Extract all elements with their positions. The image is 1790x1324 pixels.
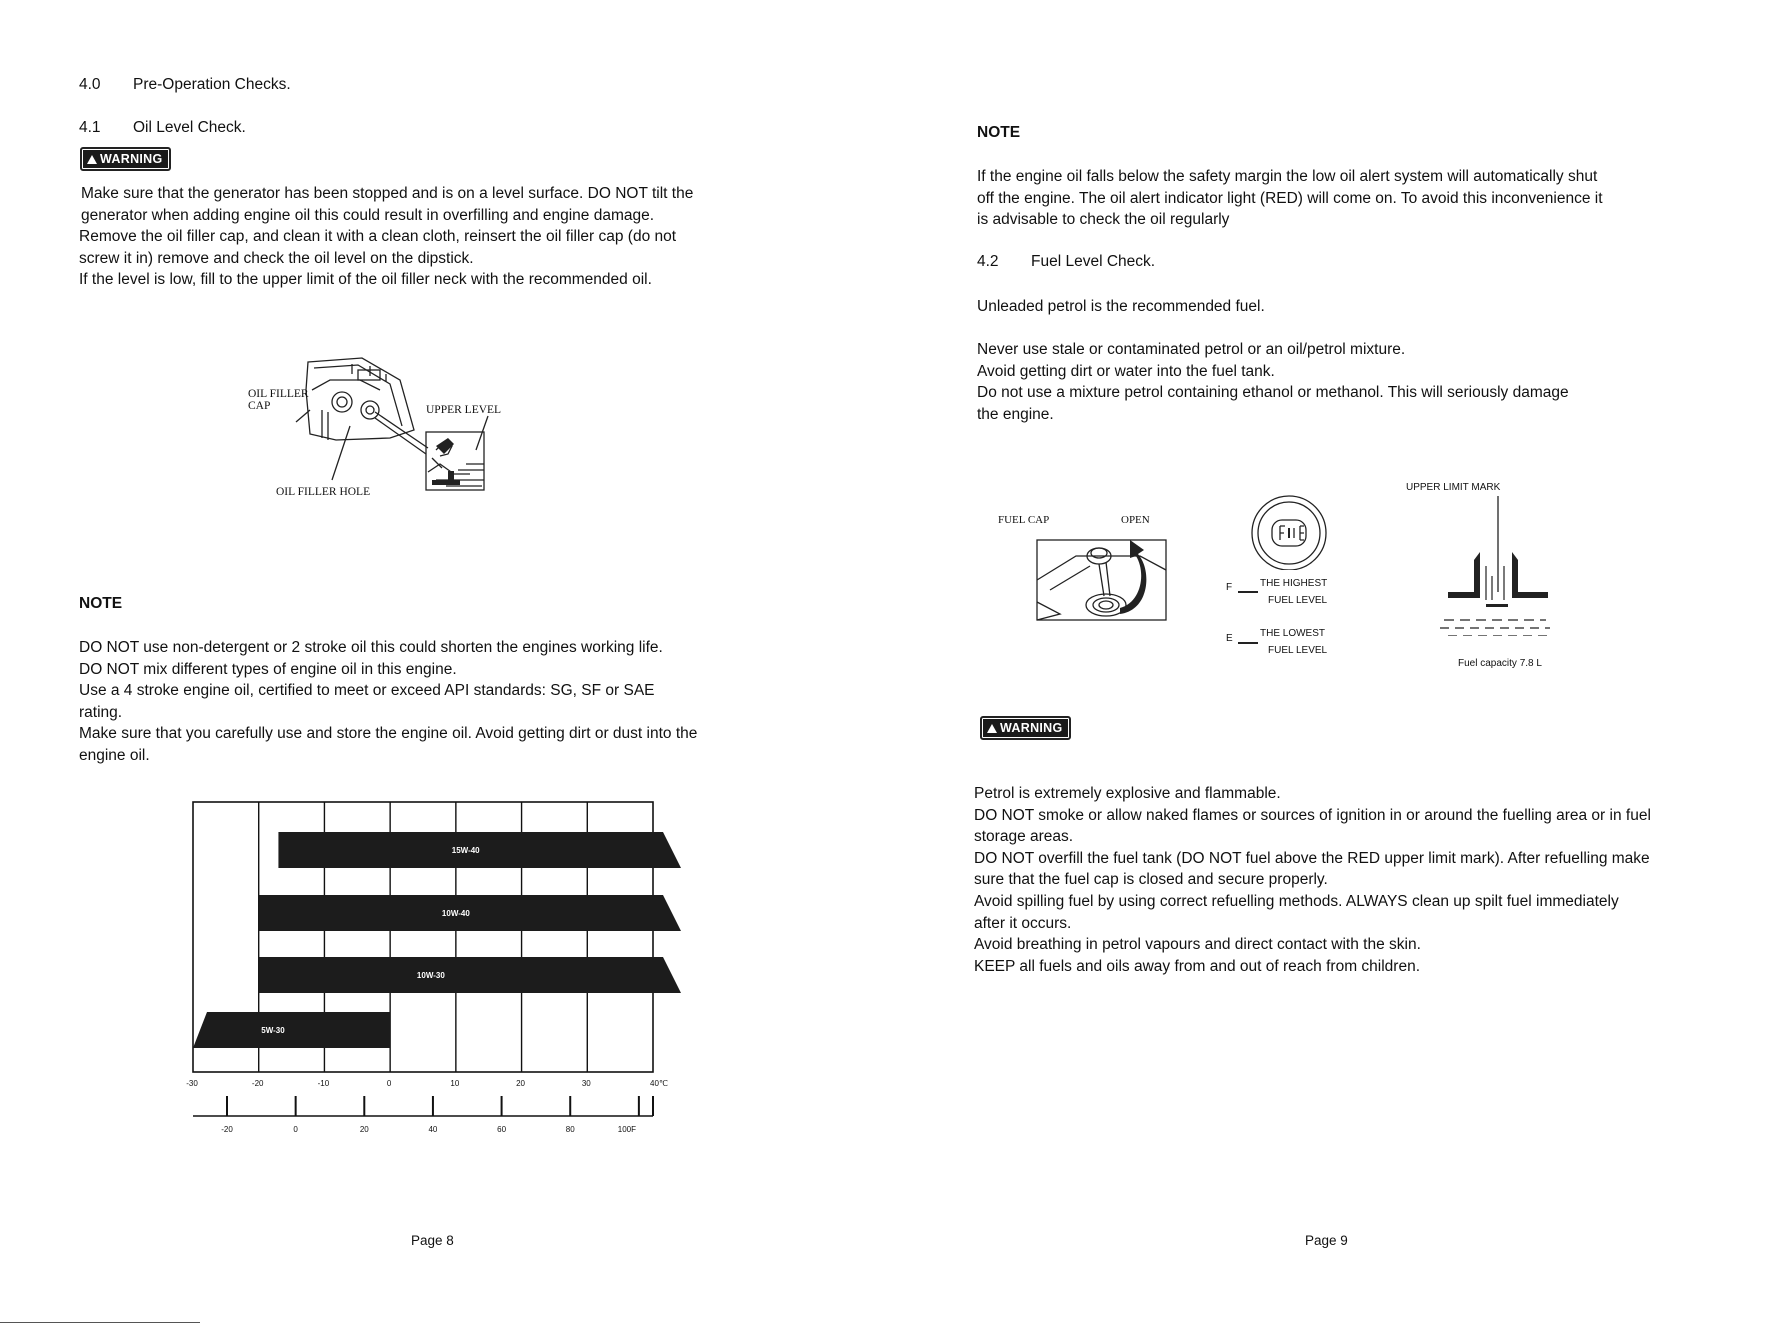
chart-bar <box>259 957 681 993</box>
note-line: rating. <box>79 703 123 721</box>
oil-note-list <box>79 637 697 767</box>
fahrenheit-tick-label: -20 <box>221 1125 233 1134</box>
celsius-axis <box>186 1079 668 1088</box>
subsection-number-right: 4.2 <box>977 253 999 270</box>
subsection-title-right: Fuel Level Check. <box>1031 253 1156 270</box>
section-title: Pre-Operation Checks. <box>133 76 291 93</box>
fuel-gauge-drawing <box>1220 490 1340 570</box>
scan-edge-line <box>0 1322 200 1323</box>
upper-limit-label: UPPER LIMIT MARK <box>1406 482 1501 493</box>
paragraph-line: screw it in) remove and check the oil level on the dipstick. <box>79 249 474 267</box>
highest-level-line <box>1238 591 1258 593</box>
fahrenheit-tick-label: 0 <box>293 1125 298 1134</box>
oil-filler-cap-label: OIL FILLER <box>248 388 309 400</box>
warning-line: KEEP all fuels and oils away from and out of reach from children. <box>974 957 1420 975</box>
fahrenheit-tick-label: 60 <box>497 1125 507 1134</box>
chart-bar-label: 10W-30 <box>416 971 445 980</box>
celsius-tick-label: -30 <box>186 1079 198 1088</box>
oil-alert-note <box>977 166 1603 231</box>
note-line: is advisable to check the oil regularly <box>977 211 1230 229</box>
upper-limit-illustration <box>1400 482 1580 672</box>
fuel-line: Never use stale or contaminated petrol or an oil/petrol mixture. <box>977 341 1406 358</box>
fuel-line: the engine. <box>977 405 1054 423</box>
fuel-line: Do not use a mixture petrol containing ethanol or methanol. This will seriously damage <box>977 384 1569 402</box>
fahrenheit-axis <box>193 1096 653 1134</box>
note-line: DO NOT use non-detergent or 2 stroke oil this could shorten the engines working life. <box>79 639 663 656</box>
page-number-left: Page 8 <box>411 1233 454 1248</box>
chart-bar-label: 10W-40 <box>441 909 470 918</box>
celsius-tick-label: 10 <box>450 1079 460 1088</box>
warning-line: Petrol is extremely explosive and flammable. <box>974 785 1281 802</box>
subsection-number: 4.1 <box>79 119 101 136</box>
f-marker: F <box>1226 582 1233 593</box>
petrol-warning-list <box>974 783 1651 977</box>
warning-line: after it occurs. <box>974 914 1072 932</box>
highest-level-label: THE HIGHEST <box>1260 578 1328 589</box>
fuel-cap-label: FUEL CAP <box>998 514 1050 526</box>
note-line: off the engine. The oil alert indicator light (RED) will come on. To avoid this inconvenience it <box>977 189 1603 207</box>
lowest-level-line <box>1238 642 1258 644</box>
lowest-level-label-2: FUEL LEVEL <box>1268 645 1328 656</box>
celsius-tick-label: 0 <box>386 1079 392 1088</box>
chart-bar <box>193 1012 390 1048</box>
fahrenheit-tick-label: 40 <box>428 1125 438 1134</box>
note-line: DO NOT mix different types of engine oil in this engine. <box>79 660 457 678</box>
note-line: engine oil. <box>79 746 150 764</box>
celsius-tick-label: 40℃ <box>650 1079 668 1088</box>
warning-line: storage areas. <box>974 828 1074 846</box>
fahrenheit-tick-label: 80 <box>565 1125 575 1134</box>
warning-line: DO NOT smoke or allow naked flames or sources of ignition in or around the fuelling area or in fuel <box>974 806 1651 824</box>
fahrenheit-tick-label: 100F <box>617 1125 636 1134</box>
oil-viscosity-chart <box>170 790 690 1140</box>
chart-bar-label: 5W-30 <box>261 1026 285 1035</box>
warning-label: WARNING <box>100 152 163 166</box>
chart-bar <box>278 832 681 868</box>
oil-check-paragraph <box>79 183 693 291</box>
warning-line: Avoid breathing in petrol vapours and direct contact with the skin. <box>974 936 1421 954</box>
section-number: 4.0 <box>79 76 101 93</box>
celsius-tick-label: -10 <box>317 1079 330 1088</box>
celsius-tick-label: -20 <box>251 1079 264 1088</box>
warning-line: sure that the fuel cap is closed and secure properly. <box>974 871 1328 889</box>
fuel-cap-drawing <box>990 510 1180 630</box>
fuel-cap-illustration <box>990 510 1180 630</box>
fuel-line: Avoid getting dirt or water into the fuel tank. <box>977 362 1275 380</box>
open-label: OPEN <box>1121 514 1150 526</box>
paragraph-line: Make sure that the generator has been stopped and is on a level surface. DO NOT tilt the <box>81 185 694 202</box>
paragraph-line: If the level is low, fill to the upper limit of the oil filler neck with the recommended oil. <box>79 271 652 289</box>
highest-level-label-2: FUEL LEVEL <box>1268 595 1328 606</box>
oil-filler-illustration <box>240 350 540 510</box>
chart-bar <box>259 895 681 931</box>
chart-bars <box>193 832 681 1048</box>
warning-badge <box>80 147 171 171</box>
upper-level-label: UPPER LEVEL <box>426 404 502 416</box>
fuel-rules <box>977 339 1569 425</box>
oil-filler-hole-label: OIL FILLER HOLE <box>276 486 371 498</box>
fuel-capacity-label: Fuel capacity 7.8 L <box>1458 658 1542 669</box>
celsius-tick-label: 30 <box>581 1079 591 1088</box>
paragraph-line: Remove the oil filler cap, and clean it with a clean cloth, reinsert the oil filler cap (do not <box>79 228 677 246</box>
note-heading-right: NOTE <box>977 124 1021 141</box>
note-line: Make sure that you carefully use and store the engine oil. Avoid getting dirt or dust into the <box>79 725 698 743</box>
note-line: If the engine oil falls below the safety margin the low oil alert system will automatically shut <box>977 168 1598 185</box>
page-number-right: Page 9 <box>1305 1233 1348 1248</box>
upper-limit-drawing <box>1400 496 1580 636</box>
subsection-title: Oil Level Check. <box>133 119 246 136</box>
oil-filler-cap-label-2: CAP <box>248 400 271 412</box>
lowest-level-label: THE LOWEST <box>1260 628 1326 639</box>
fuel-recommendation: Unleaded petrol is the recommended fuel. <box>977 298 1265 315</box>
note-heading: NOTE <box>79 595 123 612</box>
fuel-gauge-illustration <box>1220 490 1340 660</box>
paragraph-line: generator when adding engine oil this could result in overfilling and engine damage. <box>81 206 655 224</box>
chart-bar-label: 15W-40 <box>451 846 480 855</box>
fahrenheit-tick-label: 20 <box>359 1125 369 1134</box>
warning-line: Avoid spilling fuel by using correct refuelling methods. ALWAYS clean up spilt fuel immediately <box>974 892 1619 910</box>
warning-triangle-icon <box>987 724 997 733</box>
e-marker: E <box>1226 633 1233 644</box>
warning-label-right: WARNING <box>1000 721 1063 735</box>
warning-triangle-icon <box>87 155 97 164</box>
celsius-tick-label: 20 <box>516 1079 526 1088</box>
warning-badge-right <box>980 716 1071 740</box>
note-line: Use a 4 stroke engine oil, certified to meet or exceed API standards: SG, SF or SAE <box>79 682 655 700</box>
warning-line: DO NOT overfill the fuel tank (DO NOT fuel above the RED upper limit mark). After refuelling make <box>974 849 1650 867</box>
